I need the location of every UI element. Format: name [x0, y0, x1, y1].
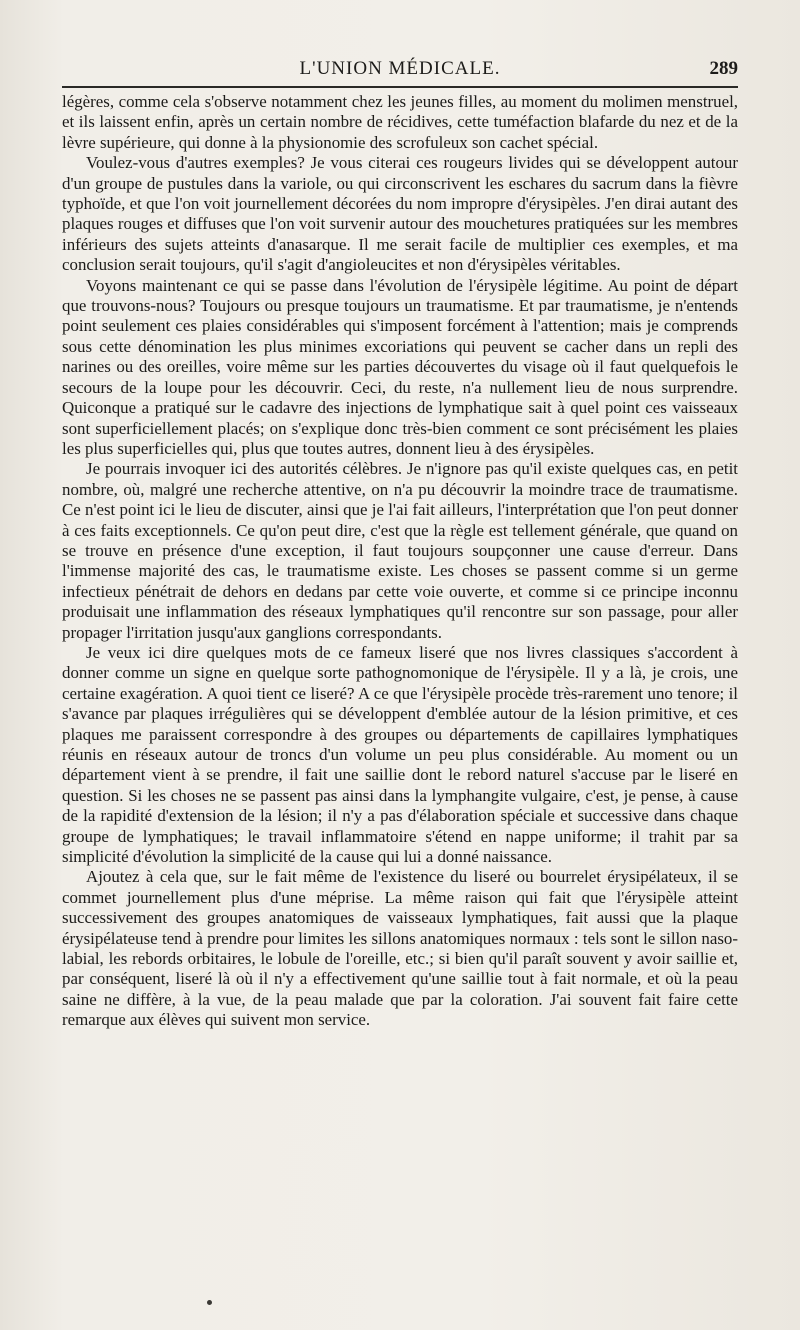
page-number: 289: [709, 58, 738, 79]
paragraph-2: Voulez-vous d'autres exemples? Je vous citerai ces rougeurs livides qui se développent autour d'un groupe de pustules dans la variole, ou qui circonscrivent les eschares du sacrum dans la fièvre typhoïde, et que l'on voit journellement décorées du nom impropre d'érysipèles. J'en dirai autant des plaques rouges et diffuses que l'on voit survenir autour des mouchetures pratiquées sur les membres inférieurs des sujets atteints d'anasarque. Il me serait facile de multiplier ces exemples, et ma conclusion serait toujours, qu'il s'agit d'angioleucites et non d'érysipèles véritables.: [62, 153, 738, 275]
body-text: [62, 92, 738, 1031]
running-title: L'UNION MÉDICALE.: [299, 58, 501, 79]
paragraph-6: Ajoutez à cela que, sur le fait même de l'existence du liseré ou bourrelet érysipélateux, il se commet journellement plus d'une méprise. La même raison qui fait que l'érysipèle atteint successivement des groupes anatomiques de vaisseaux lymphatiques, fait aussi que la plaque érysipélateuse tend à prendre pour limites les sillons anatomiques normaux : tels sont le sillon naso-labial, les rebords orbitaires, le lobule de l'oreille, etc.; si bien qu'il paraît souvent y avoir saillie et, par conséquent, liseré là où il n'y a effectivement qu'une saillie tout à fait normale, et où la peau saine ne diffère, à la vue, de la peau malade que par la coloration. J'ai souvent fait faire cette remarque aux élèves qui suivent mon service.: [62, 867, 738, 1030]
header-rule: [62, 86, 738, 88]
paragraph-3: Voyons maintenant ce qui se passe dans l'évolution de l'érysipèle légitime. Au point de départ que trouvons-nous? Toujours ou presque toujours un traumatisme. Et par traumatisme, je n'entends point seulement ces plaies considérables qui s'imposent forcément à l'attention; mais je comprends sous cette dénomination les plus minimes excoriations qui peuvent se cacher dans un repli des narines ou des oreilles, voire même sur les parties découvertes du visage où il faut quelquefois le secours de la loupe pour les découvrir. Ceci, du reste, n'a nullement lieu de nous surprendre. Quiconque a pratiqué sur le cadavre des injections de lymphatique sait à quel point ces vaisseaux sont superficiellement placés; on s'explique donc très-bien comment ce sont précisément les plaies les plus superficielles qui, plus que toutes autres, donnent lieu à des érysipèles.: [62, 275, 738, 458]
paragraph-5: Je veux ici dire quelques mots de ce fameux liseré que nos livres classiques s'accordent à donner comme un signe en quelque sorte pathognomonique de l'érysipèle. Il y a là, je crois, une certaine exagération. A quoi tient ce liseré? A ce que l'érysipèle procède très-rarement uno tenore; il s'avance par plaques irrégulières qui se développent d'emblée autour de la lésion primitive, et ces plaques me paraissent correspondre à des groupes ou départements de capillaires lymphatiques réunis en réseaux autour de troncs d'un volume un peu plus considérable. Au moment ou un département vient à se prendre, il fait une saillie dont le rebord naturel s'accuse par le liseré en question. Si les choses ne se passent pas ainsi dans la lymphangite vulgaire, c'est, je pense, à cause de la rapidité d'extension de la lésion; il n'y a pas d'élaboration spéciale et successive dans chaque groupe de lymphatiques; le travail inflammatoire s'étend en nappe uniforme; il trahit par sa simplicité d'évolution la simplicité de la cause qui lui a donné naissance.: [62, 642, 738, 867]
paragraph-1: légères, comme cela s'observe notamment chez les jeunes filles, au moment du molimen menstruel, et ils laissent enfin, après un certain nombre de récidives, cette tuméfaction blafarde du nez et de la lèvre supérieure, qui donne à la physionomie des scrofuleux son cachet spécial.: [62, 92, 738, 152]
paragraph-4: Je pourrais invoquer ici des autorités célèbres. Je n'ignore pas qu'il existe quelques cas, en petit nombre, où, malgré une recherche attentive, on n'a pu découvrir la moindre trace de traumatisme. Ce n'est point ici le lieu de discuter, ainsi que je l'ai fait ailleurs, l'interprétation que l'on peut donner à ces faits exceptionnels. Ce qu'on peut dire, c'est que la règle est tellement générale, que quand on se trouve en présence d'une exception, il faut toujours soupçonner une cause d'erreur. Dans l'immense majorité des cas, le traumatisme existe. Les choses se passent comme si un germe infectieux pénétrait de dehors en dedans par cette voie ouverte, et comme si ce principe inconnu produisait une inflammation des réseaux lymphatiques qu'il rencontre sur son passage, pour aller propager l'irritation jusqu'aux ganglions correspondants.: [62, 459, 738, 642]
running-head: [62, 52, 738, 82]
ink-speck: [207, 1300, 212, 1305]
